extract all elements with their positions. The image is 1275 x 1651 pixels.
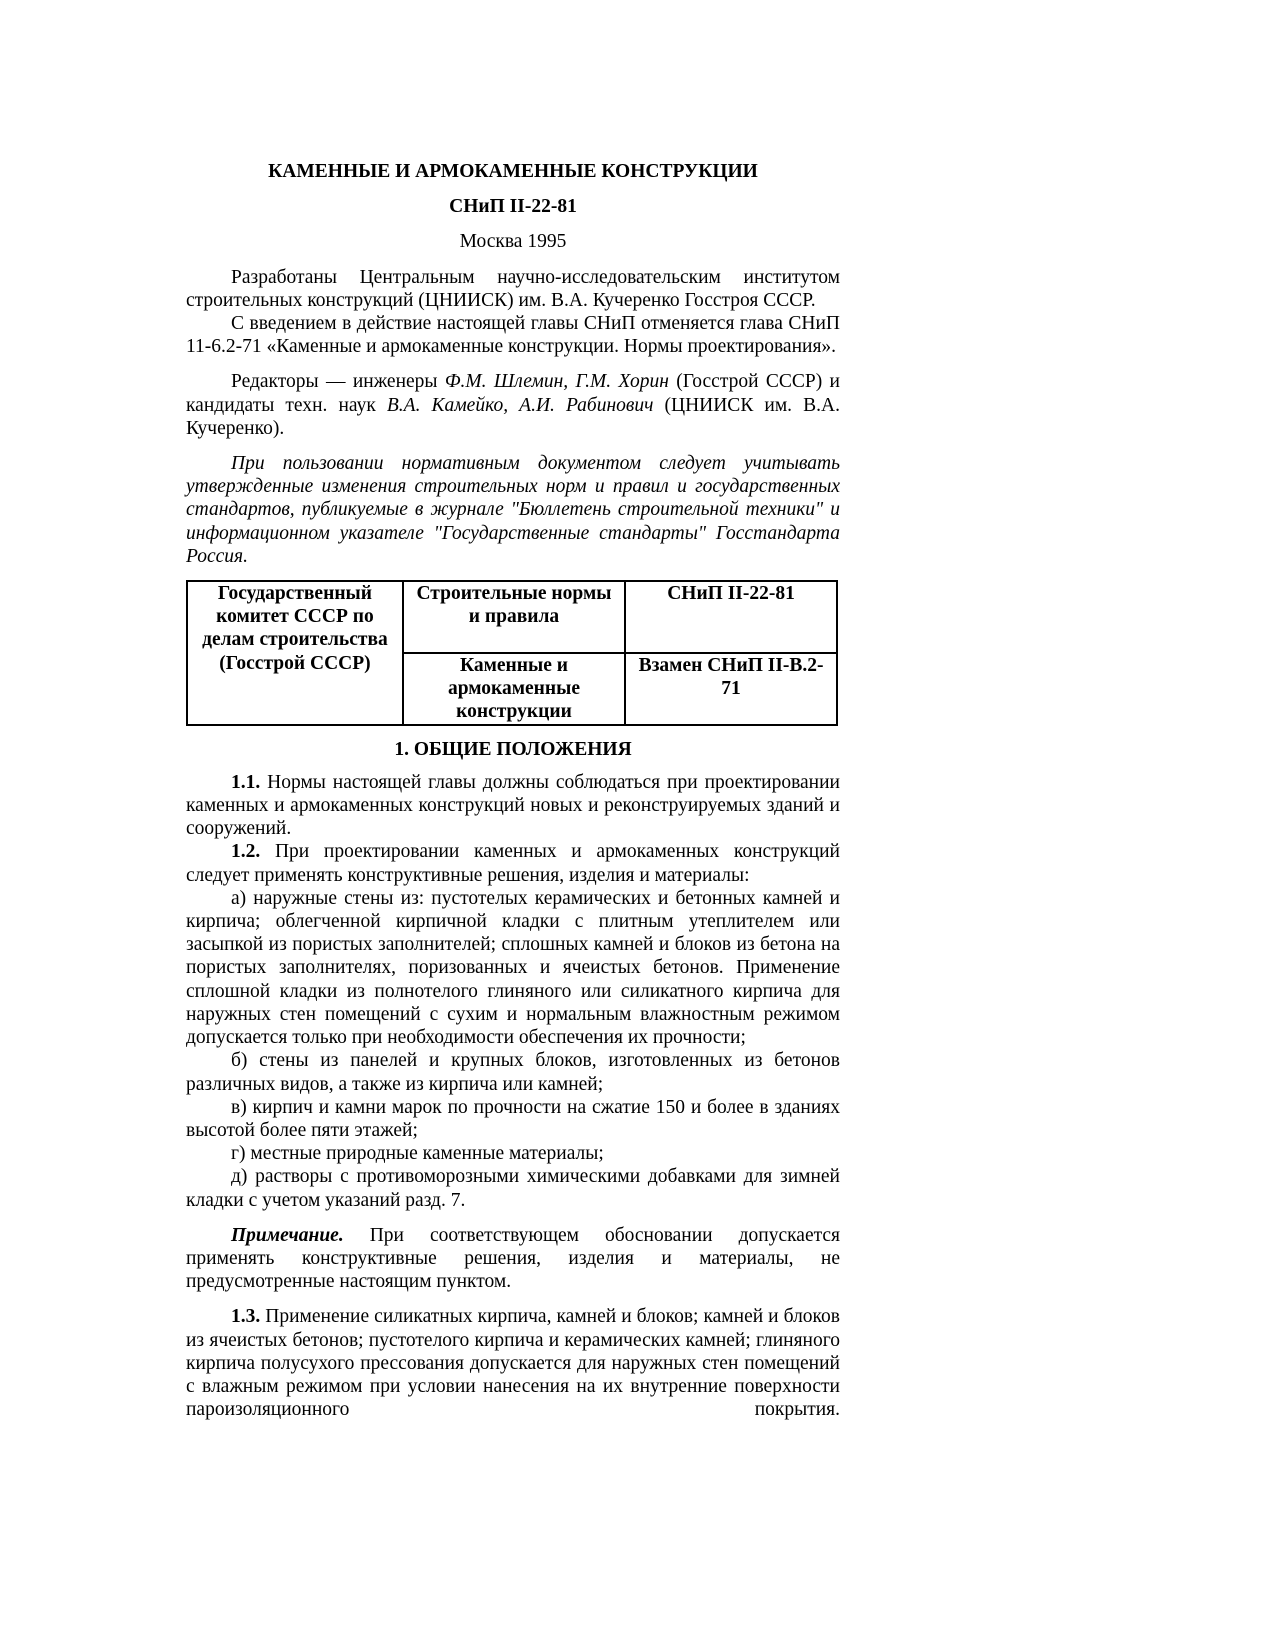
clause-number: 1.3.	[231, 1306, 261, 1328]
note-label: Примечание.	[231, 1224, 344, 1246]
clause-1-2	[186, 840, 840, 886]
editors-suffix: (ЦНИИСК им. В.А. Кучеренко).	[186, 394, 840, 439]
list-item-a: а) наружные стены из: пустотелых керамических и бетонных камней и кирпича; облегченной кирпичной кладки с плитным утеплителем или засыпкой из пористых заполнителей; сплошных камней и блоков из бетона на пористых заполнителях, поризованных и ячеистых бетонов. Применение сплошной кладки из полнотелого глиняного или силикатного кирпича для наружных стен помещений с сухим и нормальным влажностным режимом допускается только при необходимости обеспечения их прочности;	[186, 887, 840, 1049]
header-cell-norms: Строительные нормы и правила	[403, 581, 625, 653]
note-text: При соответствующем обосновании допускается применять конструктивные решения, изделия и материалы, не предусмотренные настоящим пунктом.	[186, 1224, 840, 1293]
developed-by-paragraph: Разработаны Центральным научно-исследовательским институтом строительных конструкций (ЦНИИСК) им. В.А. Кучеренко Госстроя СССР.	[186, 266, 840, 311]
header-table	[186, 580, 838, 726]
clause-text: Применение силикатных кирпича, камней и блоков; камней и блоков из ячеистых бетонов; пустотелого кирпича и керамических камней; глиняного кирпича полусухого прессования допускается для наружных стен помещений с влажным режимом при условии нанесения на их внутренние поверхности пароизоляционного покрытия.	[186, 1306, 840, 1421]
note-paragraph	[186, 1224, 840, 1294]
header-cell-committee: Государственный комитет СССР по делам строительства (Госстрой СССР)	[187, 581, 403, 725]
editors-paragraph	[186, 370, 840, 440]
document-code: СНиП II-22-81	[449, 196, 577, 218]
editors-names-2: В.А. Камейко, А.И. Рабинович	[386, 394, 654, 416]
list-item-b: б) стены из панелей и крупных блоков, изготовленных из бетонов различных видов, а также из кирпича или камней;	[186, 1050, 840, 1095]
list-item-d: д) растворы с противоморозными химическими добавками для зимней кладки с учетом указаний разд. 7.	[186, 1166, 840, 1211]
clause-text: Нормы настоящей главы должны соблюдаться при проектировании каменных и армокаменных конструкций новых и реконструируемых зданий и сооружений.	[186, 771, 840, 840]
list-item-g: г) местные природные каменные материалы;	[231, 1143, 604, 1165]
document-city-year: Москва 1995	[459, 231, 567, 253]
editors-names-1: Ф.М. Шлемин, Г.М. Хорин	[444, 371, 669, 393]
section-heading: 1. ОБЩИЕ ПОЛОЖЕНИЯ	[394, 738, 632, 760]
clause-1-1	[186, 771, 840, 841]
editors-mid: (Госстрой СССР) и кандидаты техн. наук	[186, 371, 840, 416]
clause-1-3	[186, 1305, 840, 1421]
document-page	[186, 160, 840, 1421]
clause-text: При проектировании каменных и армокаменных конструкций следует применять конструктивные решения, изделия и материалы:	[186, 841, 840, 886]
editors-prefix: Редакторы — инженеры	[231, 371, 445, 393]
usage-note-paragraph: При пользовании нормативным документом следует учитывать утвержденные изменения строительных норм и правил и государственных стандартов, публикуемые в журнале "Бюллетень строительной техники" и информационном указателе "Государственные стандарты" Госстандарта Россия.	[186, 453, 840, 567]
document-title: КАМЕННЫЕ И АРМОКАМЕННЫЕ КОНСТРУКЦИИ	[268, 161, 758, 182]
list-item-v: в) кирпич и камни марок по прочности на сжатие 150 и более в зданиях высотой более пяти этажей;	[186, 1096, 840, 1141]
header-cell-code: СНиП II-22-81	[625, 581, 837, 653]
header-table-row	[187, 581, 837, 653]
header-cell-replaces: Взамен СНиП II-В.2-71	[625, 653, 837, 725]
replaces-paragraph: С введением в действие настоящей главы СНиП отменяется глава СНиП 11-6.2-71 «Каменные и армокаменные конструкции. Нормы проектирования».	[186, 313, 840, 358]
clause-number: 1.2.	[231, 841, 261, 863]
header-cell-subject: Каменные и армокаменные конструкции	[403, 653, 625, 725]
clause-number: 1.1.	[231, 771, 261, 793]
